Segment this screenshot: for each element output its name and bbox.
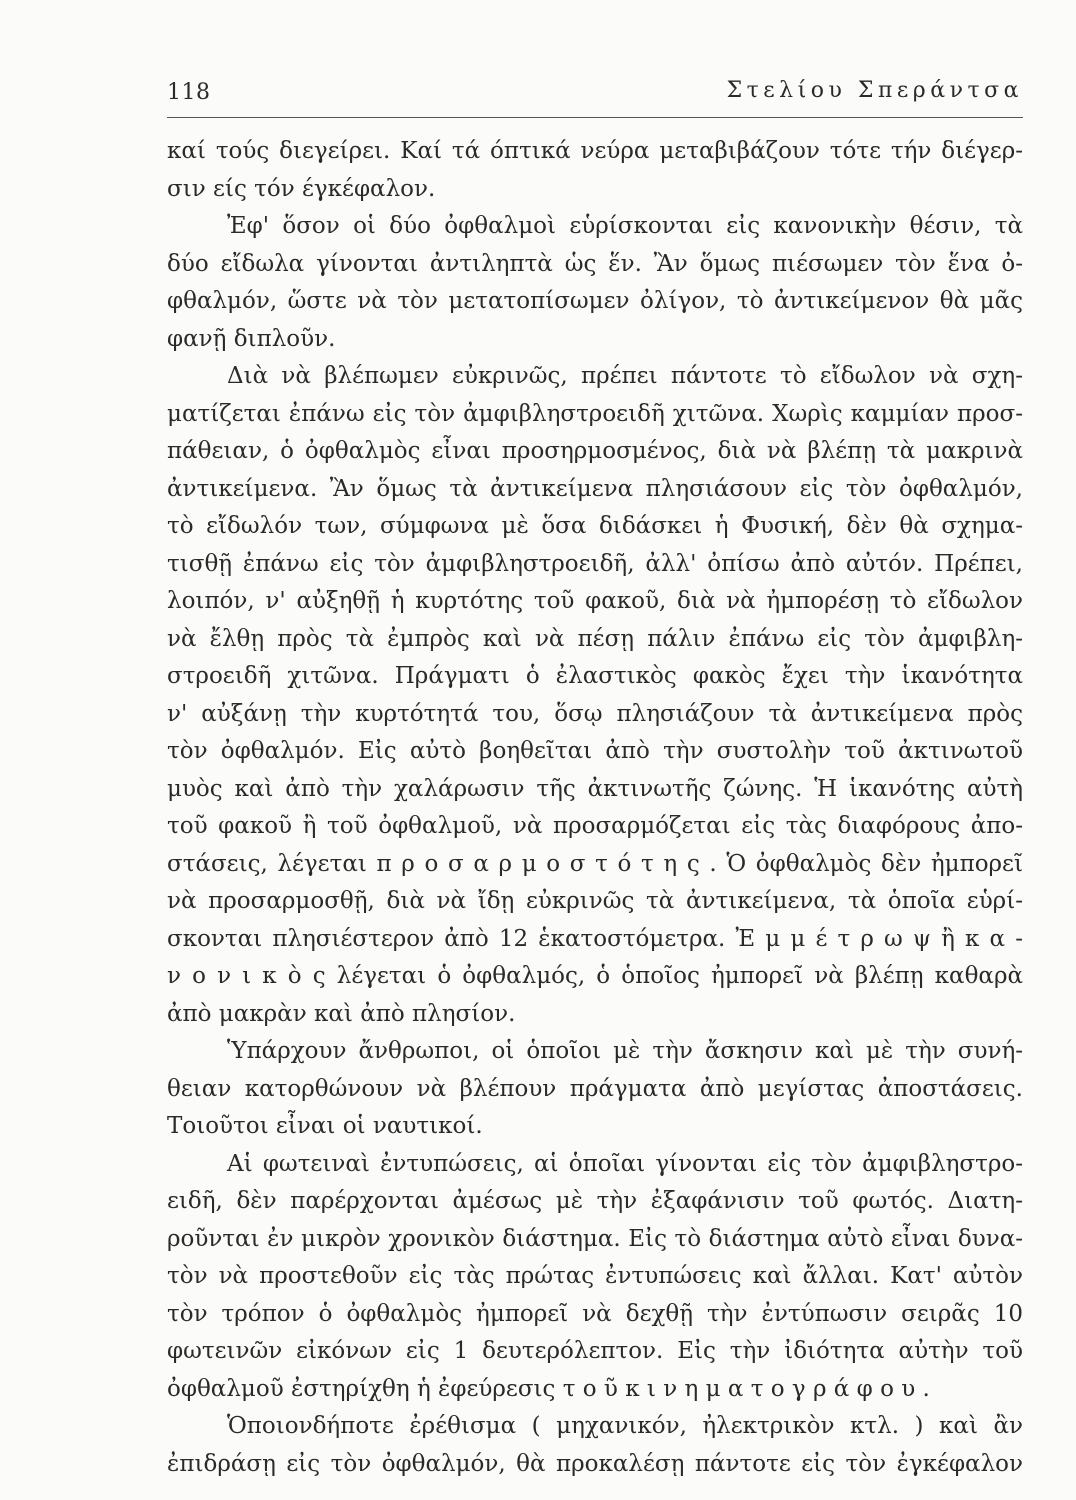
text-line: Διὰ νὰ βλέπωμεν εὐκρινῶς, πρέπει πάντοτε τὸ εἴδωλον νὰ σχη- (227, 363, 1023, 389)
text-line: φωτεινῶν εἰκόνων εἰς 1 δευτερόλεπτον. Εἰς τὴν ἰδιότητα αὐτὴν τοῦ (167, 1338, 1023, 1364)
text-line: μυὸς καὶ ἀπὸ τὴν χαλάρωσιν τῆς ἀκτινωτῆς ζώνης. Ἡ ἱκανότης αὐτὴ (167, 775, 1023, 802)
text-line: ἀντικείμενα. Ἂν ὅμως τὰ ἀντικείμενα πλησιάσουν εἰς τὸν ὀφθαλμόν, (167, 475, 1023, 502)
running-title: Στελίου Σπεράντσα (726, 78, 1023, 103)
text-line: Αἱ φωτειναὶ ἐντυπώσεις, αἱ ὁποῖαι γίνονται εἰς τὸν ἀμφιβληστρο- (227, 1150, 1023, 1177)
text-line: Τοιοῦτοι εἶναι οἱ ναυτικοί. (167, 1113, 483, 1139)
text-line: νὰ ἔλθῃ πρὸς τὰ ἐμπρὸς καὶ νὰ πέσῃ πάλιν ἐπάνω εἰς τὸν ἀμφιβλη- (167, 625, 1023, 652)
text-line: Ὑπάρχουν ἄνθρωποι, οἱ ὁποῖοι μὲ τὴν ἄσκησιν καὶ μὲ τὴν συνή- (227, 1038, 1023, 1064)
text-line: πάθειαν, ὁ ὀφθαλμὸς εἶναι προσηρμοσμένος, διὰ νὰ βλέπῃ τὰ μακρινὰ (167, 438, 1023, 464)
text-line: τοῦ φακοῦ ἢ τοῦ ὀφθαλμοῦ, νὰ προσαρμόζεται εἰς τὰς διαφόρους ἀπο- (167, 813, 1023, 839)
text-line: ν ο ν ι κ ὸ ς λέγεται ὁ ὀφθαλμός, ὁ ὁποῖος ἠμπορεῖ νὰ βλέπῃ καθαρὰ (167, 963, 1023, 989)
text-line: νὰ προσαρμοσθῇ, διὰ νὰ ἴδῃ εὐκρινῶς τὰ ἀντικείμενα, τὰ ὁποῖα εὑρί- (167, 888, 1023, 914)
text-line: φθαλμόν, ὥστε νὰ τὸν μετατοπίσωμεν ὀλίγον, τὸ ἀντικείμενον θὰ μᾶς (167, 288, 1023, 314)
text-line: τὸν νὰ προστεθοῦν εἰς τὰς πρώτας ἐντυπώσεις καὶ ἄλλαι. Κατ' αὐτὸν (167, 1263, 1023, 1289)
text-line: θειαν κατορθώνουν νὰ βλέπουν πράγματα ἀπὸ μεγίστας ἀποστάσεις. (167, 1075, 1023, 1102)
text-line: τὸν ὀφθαλμόν. Εἰς αὐτὸ βοηθεῖται ἀπὸ τὴν συστολὴν τοῦ ἀκτινωτοῦ (167, 738, 1023, 764)
text-line: Ὁποιονδήποτε ἐρέθισμα ( μηχανικόν, ἠλεκτρικὸν κτλ. ) καὶ ἂν (227, 1413, 1023, 1439)
text-line: σκονται πλησιέστερον ἀπὸ 12 ἑκατοστόμετρα. Ἐ μ μ έ τ ρ ω ψ ἢ κ α - (167, 925, 1023, 952)
text-line: τὸν τρόπον ὁ ὀφθαλμὸς ἠμπορεῖ νὰ δεχθῇ τὴν ἐντύπωσιν σειρᾶς 10 (167, 1300, 1023, 1327)
page-header (167, 76, 1023, 112)
text-line: λοιπόν, ν' αὐξηθῇ ἡ κυρτότης τοῦ φακοῦ, διὰ νὰ ἠμπορέσῃ τὸ εἴδωλον (167, 588, 1023, 614)
text-line: ἀπὸ μακρὰν καὶ ἀπὸ πλησίον. (167, 1000, 516, 1027)
page-number: 118 (167, 80, 211, 105)
body-text (167, 133, 1023, 1483)
text-line: ν' αὐξάνῃ τὴν κυρτότητά του, ὅσῳ πλησιάζουν τὰ ἀντικείμενα πρὸς (167, 700, 1023, 727)
text-line: καί τούς διεγείρει. Καί τά όπτικά νεύρα μεταβιβάζουν τότε τήν διέγερ- (167, 138, 1023, 164)
text-line: ροῦνται ἐν μικρὸν χρονικὸν διάστημα. Εἰς τὸ διάστημα αὐτὸ εἶναι δυνα- (167, 1225, 1023, 1252)
text-line: στάσεις, λέγεται π ρ ο σ α ρ μ ο σ τ ό τ η ς . Ὁ ὀφθαλμὸς δὲν ἠμπορεῖ (167, 850, 1023, 877)
text-line: ματίζεται ἐπάνω εἰς τὸν ἀμφιβληστροειδῆ χιτῶνα. Χωρὶς καμμίαν προσ- (167, 400, 1023, 427)
text-line: ἐπιδράσῃ εἰς τὸν ὀφθαλμόν, θὰ προκαλέσῃ πάντοτε εἰς τὸν ἐγκέφαλον (167, 1450, 1023, 1477)
text-line: τισθῇ ἐπάνω εἰς τὸν ἀμφιβληστροειδῆ, ἀλλ' ὀπίσω ἀπὸ αὐτόν. Πρέπει, (167, 550, 1023, 577)
text-line: ειδῆ, δὲν παρέρχονται ἀμέσως μὲ τὴν ἐξαφάνισιν τοῦ φωτός. Διατη- (167, 1188, 1023, 1214)
text-line: δύο εἴδωλα γίνονται ἀντιληπτὰ ὡς ἕν. Ἂν ὅμως πιέσωμεν τὸν ἕνα ὀ- (167, 250, 1023, 277)
text-line: φανῇ διπλοῦν. (167, 325, 336, 352)
header-rule (167, 117, 1023, 118)
text-line: Ἐφ' ὅσον οἱ δύο ὀφθαλμοὶ εὑρίσκονται εἰς κανονικὴν θέσιν, τὰ (227, 213, 1023, 239)
text-line: στροειδῆ χιτῶνα. Πράγματι ὁ ἐλαστικὸς φακὸς ἔχει τὴν ἱκανότητα (167, 663, 1023, 689)
text-line: ὀφθαλμοῦ ἐστηρίχθη ἡ ἐφεύρεσις τ ο ῦ κ ι ν η μ α τ ο γ ρ ά φ ο υ . (167, 1375, 930, 1402)
text-line: σιν είς τόν έγκέφαλον. (167, 175, 436, 202)
text-line: τὸ εἴδωλόν των, σύμφωνα μὲ ὅσα διδάσκει ἡ Φυσική, δὲν θὰ σχημα- (167, 513, 1023, 539)
